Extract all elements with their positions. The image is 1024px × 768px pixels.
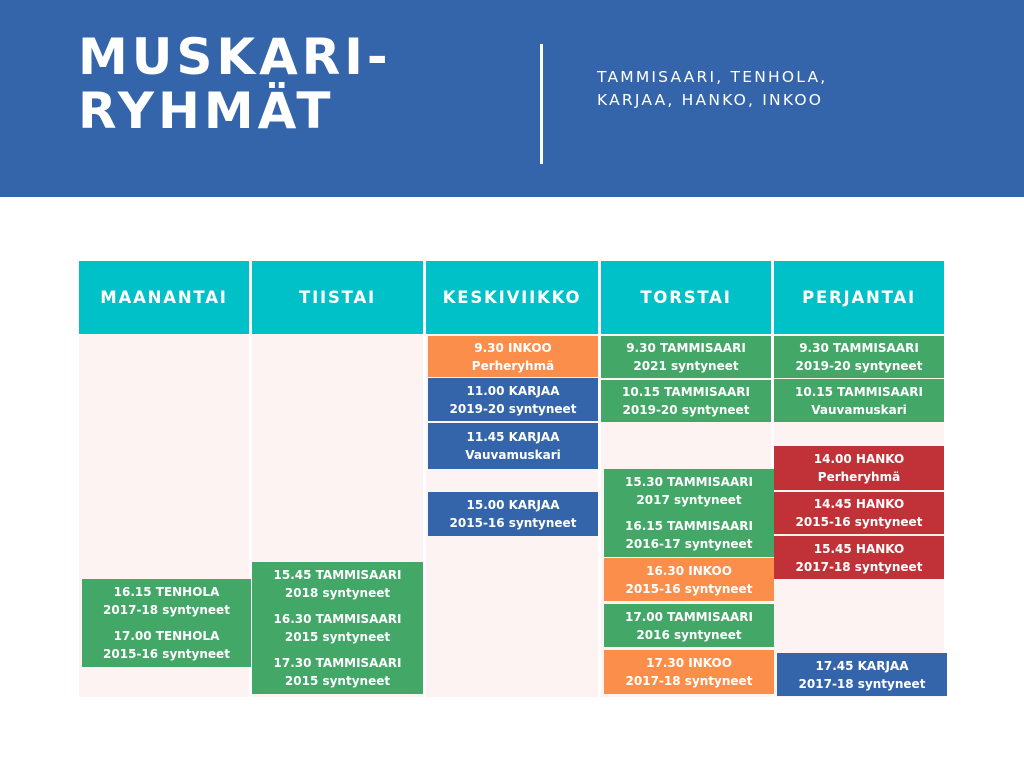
day-header-monday: MAANANTAI bbox=[79, 261, 249, 334]
day-header-tuesday: TIISTAI bbox=[252, 261, 423, 334]
entry-group: 2017-18 syntyneet bbox=[795, 559, 923, 574]
schedule-entry bbox=[604, 558, 774, 601]
schedule-entry bbox=[604, 473, 774, 509]
entry-group: 2021 syntyneet bbox=[633, 359, 739, 373]
entry-group: 2018 syntyneet bbox=[284, 586, 391, 600]
schedule-entry bbox=[82, 627, 251, 663]
schedule-entry bbox=[774, 336, 944, 378]
day-header-friday: PERJANTAI bbox=[774, 261, 944, 334]
schedule-entry bbox=[604, 517, 774, 553]
entry-group: 2016 syntyneet bbox=[636, 627, 742, 642]
page-title bbox=[78, 30, 518, 138]
entry-time-place: 15.00 KARJAA bbox=[466, 498, 560, 512]
entry-time-place: 15.30 TAMMISAARI bbox=[625, 475, 753, 489]
subtitle-line-1: TAMMISAARI, TENHOLA, bbox=[597, 68, 828, 86]
schedule-entry bbox=[601, 336, 771, 378]
entry-group: 2015-16 syntyneet bbox=[103, 647, 230, 661]
schedule-entry bbox=[428, 336, 598, 377]
entry-time-place: 16.15 TENHOLA bbox=[113, 585, 220, 599]
schedule-entry bbox=[601, 380, 771, 422]
header-divider bbox=[540, 44, 543, 164]
entry-group: 2016-17 syntyneet bbox=[625, 537, 753, 551]
entry-group: 2017-18 syntyneet bbox=[625, 674, 753, 688]
entry-time-place: 17.00 TENHOLA bbox=[113, 629, 220, 643]
schedule-entry bbox=[82, 583, 251, 619]
schedule-entry bbox=[774, 492, 944, 534]
schedule-block-monday bbox=[82, 579, 251, 667]
entry-time-place: 11.45 KARJAA bbox=[466, 430, 560, 444]
entry-time-place: 17.45 KARJAA bbox=[815, 658, 909, 673]
schedule-entry bbox=[428, 423, 598, 469]
header-banner bbox=[0, 0, 1024, 197]
schedule-entry bbox=[604, 604, 774, 647]
entry-group: 2019-20 syntyneet bbox=[795, 359, 923, 373]
schedule-entry bbox=[252, 610, 423, 646]
schedule-entry bbox=[774, 446, 944, 490]
entry-group: 2015-16 syntyneet bbox=[795, 515, 923, 529]
day-header-thursday: TORSTAI bbox=[601, 261, 771, 334]
schedule-block-thursday-afternoon bbox=[604, 469, 774, 557]
entry-time-place: 17.00 TAMMISAARI bbox=[625, 609, 753, 624]
schedule-entry bbox=[604, 650, 774, 694]
entry-group: 2017 syntyneet bbox=[636, 493, 742, 507]
entry-group: 2015 syntyneet bbox=[284, 674, 391, 688]
schedule-entry bbox=[252, 566, 423, 602]
entry-group: 2019-20 syntyneet bbox=[622, 403, 750, 417]
entry-time-place: 16.30 INKOO bbox=[646, 563, 732, 578]
entry-time-place: 16.15 TAMMISAARI bbox=[625, 519, 753, 533]
entry-time-place: 10.15 TAMMISAARI bbox=[622, 385, 750, 399]
entry-time-place: 15.45 HANKO bbox=[813, 541, 905, 556]
subtitle-line-2: KARJAA, HANKO, INKOO bbox=[597, 91, 824, 109]
locations-subtitle bbox=[597, 66, 997, 112]
entry-time-place: 14.00 HANKO bbox=[813, 452, 905, 466]
entry-group: 2015-16 syntyneet bbox=[449, 516, 577, 530]
entry-time-place: 9.30 INKOO bbox=[474, 340, 552, 355]
entry-group: 2019-20 syntyneet bbox=[449, 401, 577, 416]
entry-group: Vauvamuskari bbox=[465, 448, 561, 462]
schedule-entry bbox=[252, 654, 423, 690]
title-line-1: MUSKARI- bbox=[78, 28, 392, 86]
entry-group: 2015 syntyneet bbox=[284, 630, 391, 644]
schedule-entry bbox=[777, 653, 947, 696]
day-header-wednesday: KESKIVIIKKO bbox=[426, 261, 598, 334]
entry-group: 2017-18 syntyneet bbox=[798, 676, 926, 691]
schedule-block-tuesday bbox=[252, 562, 423, 694]
schedule-entry bbox=[428, 492, 598, 536]
title-line-2: RYHMÄT bbox=[78, 82, 335, 140]
entry-time-place: 17.30 INKOO bbox=[646, 656, 732, 670]
entry-group: Perheryhmä bbox=[817, 470, 901, 484]
entry-group: Vauvamuskari bbox=[811, 402, 907, 417]
entry-time-place: 9.30 TAMMISAARI bbox=[799, 341, 919, 355]
entry-time-place: 14.45 HANKO bbox=[813, 497, 905, 511]
entry-time-place: 15.45 TAMMISAARI bbox=[273, 568, 402, 582]
entry-time-place: 10.15 TAMMISAARI bbox=[795, 384, 923, 399]
entry-time-place: 11.00 KARJAA bbox=[466, 383, 560, 398]
entry-time-place: 16.30 TAMMISAARI bbox=[273, 612, 402, 626]
entry-time-place: 9.30 TAMMISAARI bbox=[626, 341, 746, 355]
entry-group: Perheryhmä bbox=[471, 358, 555, 373]
entry-group: 2015-16 syntyneet bbox=[625, 581, 753, 596]
schedule-entry bbox=[428, 378, 598, 421]
entry-group: 2017-18 syntyneet bbox=[103, 603, 230, 617]
schedule-entry bbox=[774, 536, 944, 579]
entry-time-place: 17.30 TAMMISAARI bbox=[273, 656, 402, 670]
schedule-entry bbox=[774, 379, 944, 422]
